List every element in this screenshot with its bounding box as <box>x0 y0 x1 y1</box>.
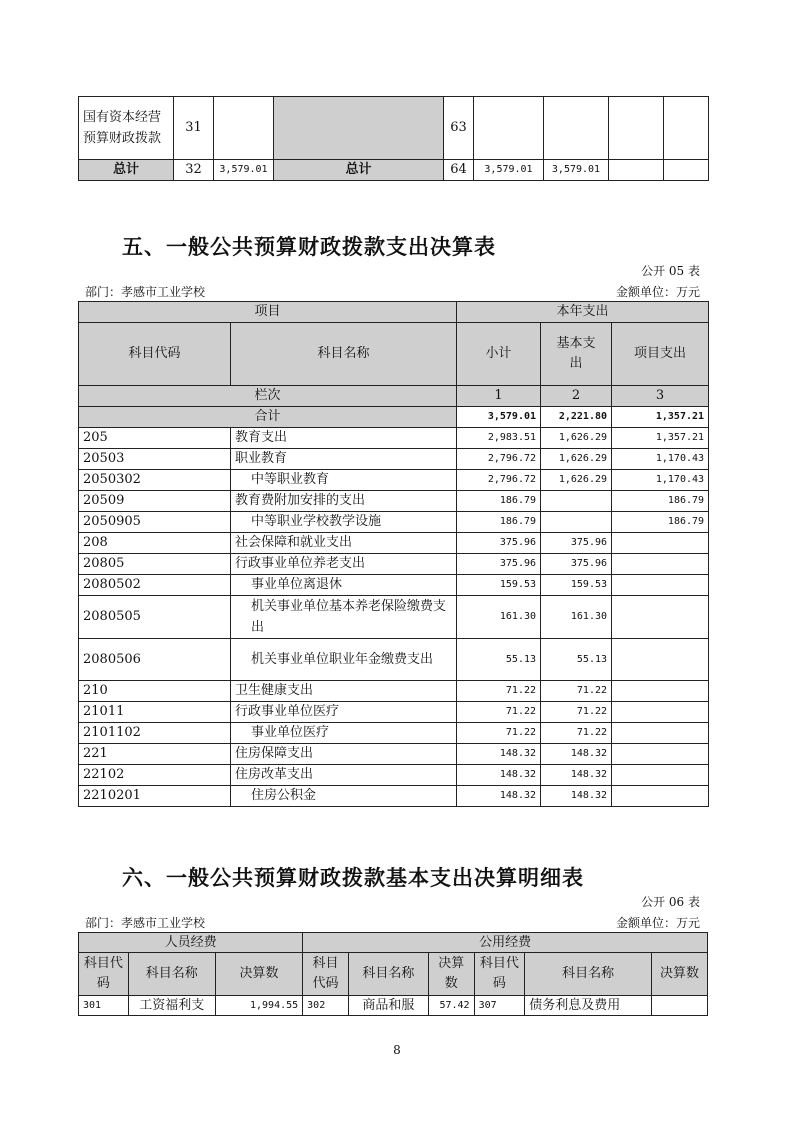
top-row1-no2: 63 <box>444 97 474 160</box>
table6-row-code-2: 302 <box>303 996 349 1016</box>
table5-row-code: 2080505 <box>79 596 231 639</box>
table5-row-project <box>612 639 709 681</box>
table5-title: 五、一般公共预算财政拨款支出决算表 <box>122 235 496 259</box>
table5-row <box>79 491 709 512</box>
table5-col-3: 3 <box>612 386 709 407</box>
table5-row <box>79 428 709 449</box>
table5-row-name: 住房保障支出 <box>231 744 457 765</box>
table5-row-subtotal: 2,983.51 <box>457 428 541 449</box>
table5-row <box>79 702 709 723</box>
table6 <box>78 932 708 1016</box>
table5-row-subtotal: 2,796.72 <box>457 470 541 491</box>
table5-row-code: 20503 <box>79 449 231 470</box>
table5-row-project <box>612 575 709 596</box>
table5-row-code: 20509 <box>79 491 231 512</box>
table6-h-amount-3: 决算数 <box>652 953 708 996</box>
table5-row-name: 住房改革支出 <box>231 765 457 786</box>
table6-row-amount-3 <box>652 996 708 1016</box>
table5-row-subtotal: 186.79 <box>457 512 541 533</box>
table5-row-subtotal: 2,796.72 <box>457 449 541 470</box>
top-row2-no: 32 <box>174 160 214 181</box>
table5-header-project: 项目支出 <box>612 323 709 386</box>
table5-row-subtotal: 148.32 <box>457 765 541 786</box>
table5-row-project <box>612 554 709 575</box>
table5-row-subtotal: 71.22 <box>457 702 541 723</box>
table5-row <box>79 765 709 786</box>
table5-row <box>79 723 709 744</box>
table5-row-subtotal: 55.13 <box>457 639 541 681</box>
table5-row <box>79 639 709 681</box>
table5-row-basic: 375.96 <box>541 554 612 575</box>
table5-row-basic: 148.32 <box>541 765 612 786</box>
table5-row <box>79 786 709 807</box>
table5-header-basic: 基本支出 <box>541 323 612 386</box>
table5-row-subtotal: 186.79 <box>457 491 541 512</box>
table5-row-name: 行政事业单位医疗 <box>231 702 457 723</box>
table5-row-basic <box>541 491 612 512</box>
table5-unit: 金额单位：万元 <box>615 285 700 299</box>
table5-row-code: 20805 <box>79 554 231 575</box>
table5-row-basic: 375.96 <box>541 533 612 554</box>
table5-row-name: 行政事业单位养老支出 <box>231 554 457 575</box>
table5-row <box>79 596 709 639</box>
table5 <box>78 301 709 807</box>
table5-row <box>79 681 709 702</box>
table5-row-basic: 1,626.29 <box>541 428 612 449</box>
table5-row-subtotal: 71.22 <box>457 681 541 702</box>
top-row2-amount: 3,579.01 <box>214 160 274 181</box>
table5-row-name: 住房公积金 <box>231 786 457 807</box>
table6-unit: 金额单位：万元 <box>615 916 700 930</box>
table5-row-project <box>612 786 709 807</box>
top-row2-name: 总计 <box>79 160 174 181</box>
table5-row-code: 2101102 <box>79 723 231 744</box>
table5-row-subtotal: 71.22 <box>457 723 541 744</box>
table5-row-basic: 1,626.29 <box>541 449 612 470</box>
table5-row-project <box>612 765 709 786</box>
table5-row-code: 2080506 <box>79 639 231 681</box>
table6-h-name-1: 科目名称 <box>128 953 215 996</box>
table5-row-subtotal: 148.32 <box>457 744 541 765</box>
table5-header-subtotal: 小计 <box>457 323 541 386</box>
table6-h-code-3: 科目代码 <box>474 953 525 996</box>
table5-row-project <box>612 681 709 702</box>
table6-row-name-2: 商品和服 <box>348 996 428 1016</box>
table5-row-project <box>612 702 709 723</box>
table5-row-subtotal: 159.53 <box>457 575 541 596</box>
top-row2-v3 <box>609 160 664 181</box>
table5-row-project <box>612 723 709 744</box>
table5-row-code: 22102 <box>79 765 231 786</box>
table6-code: 公开 06 表 <box>641 895 700 909</box>
table5-row <box>79 575 709 596</box>
top-row1-v2 <box>544 97 609 160</box>
table5-row-code: 210 <box>79 681 231 702</box>
table6-h-name-3: 科目名称 <box>525 953 652 996</box>
table5-row-code: 2050905 <box>79 512 231 533</box>
table5-row-code: 221 <box>79 744 231 765</box>
table6-h-amount-2: 决算数 <box>428 953 474 996</box>
table5-row-code: 205 <box>79 428 231 449</box>
top-row2-no2: 64 <box>444 160 474 181</box>
table5-row-code: 2080502 <box>79 575 231 596</box>
table6-row-code-1: 301 <box>79 996 129 1016</box>
top-row1-amount <box>214 97 274 160</box>
table5-header-code: 科目代码 <box>79 323 231 386</box>
table6-header-public: 公用经费 <box>303 933 708 953</box>
top-table <box>78 96 709 181</box>
table5-row-name: 职业教育 <box>231 449 457 470</box>
table5-row <box>79 512 709 533</box>
table5-row-project: 1,357.21 <box>612 428 709 449</box>
table5-col-label: 栏次 <box>79 386 457 407</box>
table5-row-basic: 71.22 <box>541 702 612 723</box>
table5-row-project: 1,170.43 <box>612 449 709 470</box>
table5-row-basic: 55.13 <box>541 639 612 681</box>
table6-row-amount-1: 1,994.55 <box>215 996 302 1016</box>
table5-col-1: 1 <box>457 386 541 407</box>
table6-h-name-2: 科目名称 <box>348 953 428 996</box>
table6-h-amount-1: 决算数 <box>215 953 302 996</box>
table5-code: 公开 05 表 <box>641 264 700 278</box>
table5-header-current: 本年支出 <box>457 302 709 323</box>
table6-row-name-3: 债务利息及费用 <box>525 996 652 1016</box>
table5-row-name: 教育支出 <box>231 428 457 449</box>
table5-row-project: 186.79 <box>612 491 709 512</box>
page-number: 8 <box>393 1043 401 1057</box>
table5-row-name: 机关事业单位基本养老保险缴费支出 <box>231 596 457 639</box>
table6-row-code-3: 307 <box>474 996 525 1016</box>
top-row2-v2: 3,579.01 <box>544 160 609 181</box>
table5-col-2: 2 <box>541 386 612 407</box>
table5-row-basic: 1,626.29 <box>541 470 612 491</box>
table5-row <box>79 449 709 470</box>
table5-row-project: 186.79 <box>612 512 709 533</box>
table5-row-code: 208 <box>79 533 231 554</box>
table5-row-basic <box>541 512 612 533</box>
table5-total-1: 3,579.01 <box>457 407 541 428</box>
table5-row-project <box>612 744 709 765</box>
table5-row-basic: 148.32 <box>541 744 612 765</box>
top-row2-v4 <box>664 160 709 181</box>
table5-row-name: 教育费附加安排的支出 <box>231 491 457 512</box>
top-row1-v3 <box>609 97 664 160</box>
table5-row-project <box>612 596 709 639</box>
table5-dept: 部门：孝感市工业学校 <box>85 285 206 299</box>
table5-row-name: 社会保障和就业支出 <box>231 533 457 554</box>
table6-header-personnel: 人员经费 <box>79 933 303 953</box>
table5-row-project <box>612 533 709 554</box>
table5-row-name: 事业单位离退休 <box>231 575 457 596</box>
table5-row <box>79 470 709 491</box>
top-row2-name2: 总计 <box>274 160 444 181</box>
table5-row-subtotal: 161.30 <box>457 596 541 639</box>
table5-row <box>79 744 709 765</box>
table5-row-basic: 161.30 <box>541 596 612 639</box>
table6-h-code-1: 科目代码 <box>79 953 129 996</box>
table5-total-3: 1,357.21 <box>612 407 709 428</box>
table5-row-name: 卫生健康支出 <box>231 681 457 702</box>
table5-row <box>79 533 709 554</box>
table6-row-amount-2: 57.42 <box>428 996 474 1016</box>
table5-row-basic: 159.53 <box>541 575 612 596</box>
top-row1-v1 <box>474 97 544 160</box>
table5-total-label: 合计 <box>79 407 457 428</box>
table5-row-project: 1,170.43 <box>612 470 709 491</box>
table5-row-name: 中等职业教育 <box>231 470 457 491</box>
top-row2-v1: 3,579.01 <box>474 160 544 181</box>
table5-row-basic: 71.22 <box>541 723 612 744</box>
table5-row-code: 21011 <box>79 702 231 723</box>
table5-header-item: 项目 <box>79 302 457 323</box>
table6-dept: 部门：孝感市工业学校 <box>85 916 206 930</box>
table5-row-subtotal: 375.96 <box>457 533 541 554</box>
table5-header-name: 科目名称 <box>231 323 457 386</box>
table5-row-subtotal: 375.96 <box>457 554 541 575</box>
table5-body <box>79 428 709 807</box>
table5-row-code: 2050302 <box>79 470 231 491</box>
top-row1-no: 31 <box>174 97 214 160</box>
top-row1-name2 <box>274 97 444 160</box>
table5-row-name: 机关事业单位职业年金缴费支出 <box>231 639 457 681</box>
table6-title: 六、一般公共预算财政拨款基本支出决算明细表 <box>122 866 584 890</box>
table5-total-2: 2,221.80 <box>541 407 612 428</box>
table5-row-subtotal: 148.32 <box>457 786 541 807</box>
top-row1-name: 国有资本经营预算财政拨款 <box>79 97 174 160</box>
table5-row-name: 事业单位医疗 <box>231 723 457 744</box>
table5-row-basic: 148.32 <box>541 786 612 807</box>
top-row1-v4 <box>664 97 709 160</box>
table6-row-name-1: 工资福利支 <box>128 996 215 1016</box>
table6-h-code-2: 科目代码 <box>303 953 349 996</box>
table5-row-code: 2210201 <box>79 786 231 807</box>
table5-row-name: 中等职业学校教学设施 <box>231 512 457 533</box>
table5-row-basic: 71.22 <box>541 681 612 702</box>
table5-row <box>79 554 709 575</box>
